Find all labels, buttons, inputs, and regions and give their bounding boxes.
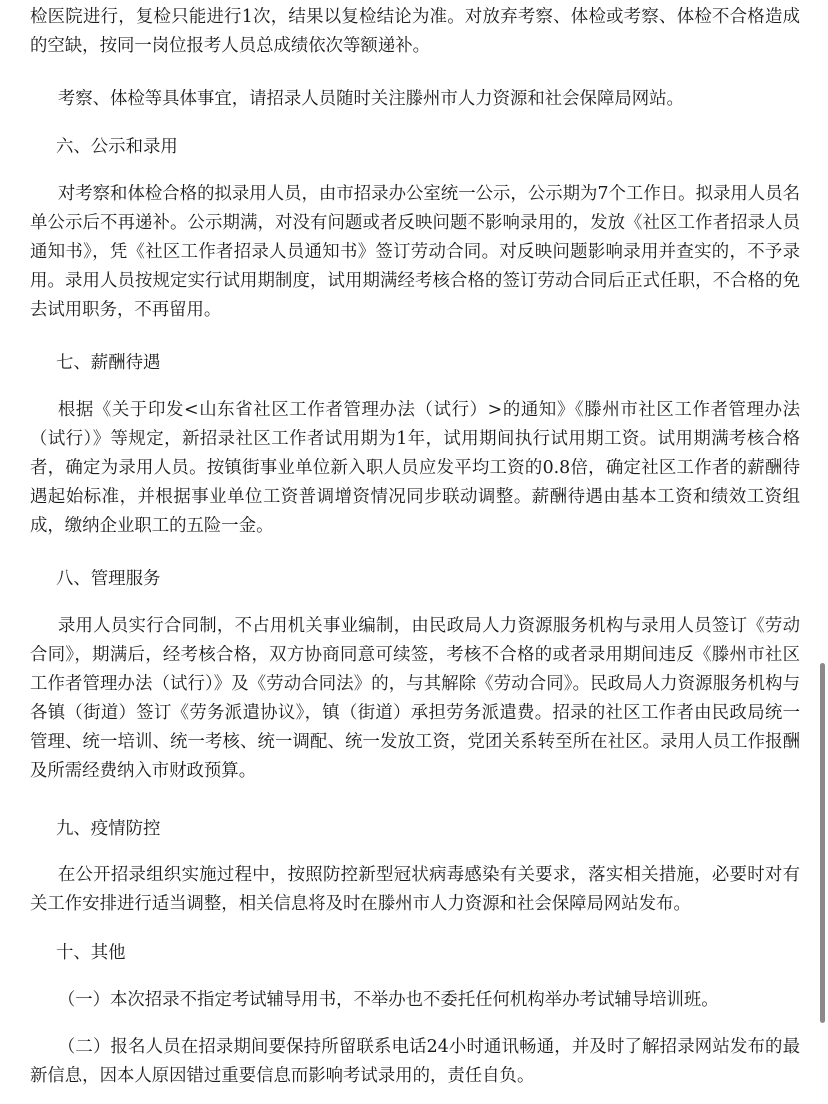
section-heading-10: 十、其他 (56, 943, 126, 963)
paragraph-other-1: （一）本次招录不指定考试辅导用书，不举办也不委托任何机构举办考试辅导培训班。 (57, 990, 719, 1010)
paragraph-other-2: （二）报名人员在招录期间要保持所留联系电话24小时通讯畅通，并及时了解招录网站发布的最新信息，因本人原因错过重要信息而影响考试录用的，责任自负。 (30, 1037, 800, 1086)
section-heading-7: 七、薪酬待遇 (56, 353, 161, 373)
scrollbar-thumb[interactable] (820, 663, 825, 1023)
section-heading-6: 六、公示和录用 (56, 137, 178, 157)
paragraph-management: 录用人员实行合同制，不占用机关事业编制，由民政局人力资源服务机构与录用人员签订《劳动合同》，期满后，经考核合格，双方协商同意可续签，考核不合格的或者录用期间违反《滕州市社区工作者管理办法（试行）》及《劳动合同法》的，与其解除《劳动合同》。民政局人力资源服务机构与各镇（街道）签订《劳务派遣协议》，镇（街道）承担劳务派遣费。招录的社区工作者由民政局统一管理、统一培训、统一考核、统一调配、统一发放工资，党团关系转至所在社区。录用人员工作报酬及所需经费纳入市财政预算。 (30, 616, 800, 781)
paragraph-epidemic: 在公开招录组织实施过程中，按照防控新型冠状病毒感染有关要求，落实相关措施，必要时对有关工作安排进行适当调整，相关信息将及时在滕州市人力资源和社会保障局网站发布。 (30, 865, 800, 914)
paragraph-inspection-notice: 考察、体检等具体事宜，请招录人员随时关注滕州市人力资源和社会保障局网站。 (57, 89, 684, 109)
paragraph-publicity-hiring: 对考察和体检合格的拟录用人员，由市招录办公室统一公示，公示期为7个工作日。拟录用人员名单公示后不再递补。公示期满，对没有问题或者反映问题不影响录用的，发放《社区工作者招录人员通知书》，凭《社区工作者招录人员通知书》签订劳动合同。对反映问题影响录用并查实的，不予录用。录用人员按规定实行试用期制度，试用期满经考核合格的签订劳动合同后正式任职，不合格的免去试用职务，不再留用。 (30, 184, 800, 320)
section-heading-8: 八、管理服务 (56, 569, 161, 589)
section-heading-9: 九、疫情防控 (56, 819, 161, 839)
paragraph-salary: 根据《关于印发<山东省社区工作者管理办法（试行）>的通知》《滕州市社区工作者管理办法（试行）》等规定，新招录社区工作者试用期为1年，试用期间执行试用期工资。试用期满考核合格者，确定为录用人员。按镇街事业单位新入职人员应发平均工资的0.8倍，确定社区工作者的薪酬待遇起始标准，并根据事业单位工资普调增资情况同步联动调整。薪酬待遇由基本工资和绩效工资组成，缴纳企业职工的五险一金。 (30, 400, 800, 536)
paragraph-recheck-continued: 检医院进行，复检只能进行1次，结果以复检结论为准。对放弃考察、体检或考察、体检不合格造成的空缺，按同一岗位报考人员总成绩依次等额递补。 (30, 7, 800, 56)
